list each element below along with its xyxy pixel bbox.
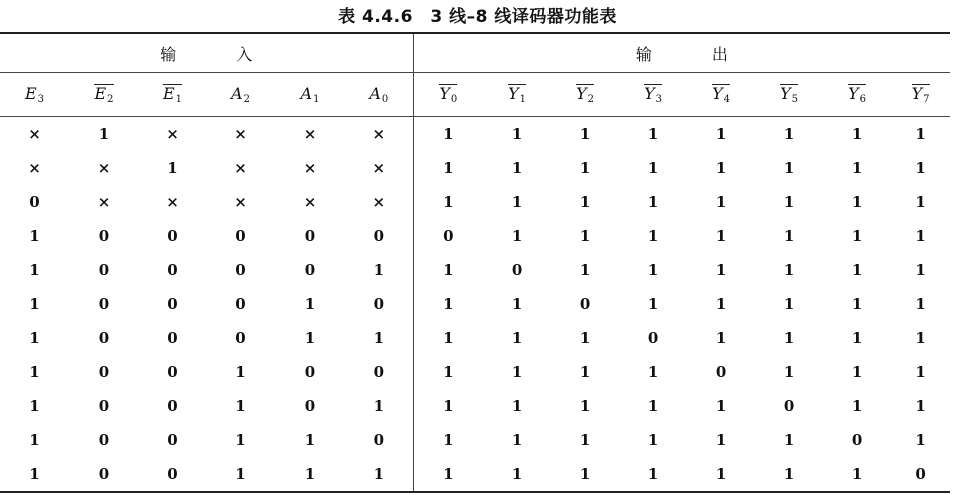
table-cell: 1 <box>579 363 591 381</box>
table-cell: 1 <box>443 363 454 381</box>
signal-subscript: 3 <box>37 94 45 105</box>
table-cell: 1 <box>783 295 795 313</box>
table-cell: 1 <box>304 295 316 313</box>
table-cell: 0 <box>345 219 413 253</box>
table-cell: × <box>303 193 317 211</box>
table-cell: 1 <box>235 397 246 415</box>
table-cell: 1 <box>915 363 926 381</box>
table-cell: 1 <box>443 329 454 347</box>
table-cell: 1 <box>715 431 727 449</box>
table-cell: 1 <box>915 193 926 211</box>
table-cell: 0 <box>345 355 413 389</box>
table-cell: 1 <box>715 125 727 143</box>
table-cell: 1 <box>715 295 727 313</box>
table-cell: 1 <box>413 457 483 492</box>
signal-subscript: 0 <box>381 94 389 105</box>
table-cell: 0 <box>235 329 246 347</box>
table-cell: 1 <box>29 431 40 449</box>
table-cell: 1 <box>29 363 40 381</box>
table-row <box>0 321 950 355</box>
signal-letter: Y <box>508 84 519 103</box>
table-cell: 1 <box>647 261 659 279</box>
table-cell: 0 <box>167 397 178 415</box>
signal-header-e1 <box>139 73 206 117</box>
table-cell: 1 <box>647 227 659 245</box>
table-cell: 1 <box>851 227 863 245</box>
table-row <box>0 253 950 287</box>
table-cell: × <box>345 151 413 185</box>
table-cell: 1 <box>783 329 795 347</box>
table-cell: 1 <box>511 125 523 143</box>
table-cell: 1 <box>0 457 69 492</box>
signal-letter: Y <box>848 84 859 103</box>
table-cell: 1 <box>783 261 795 279</box>
table-cell: 1 <box>915 159 926 177</box>
signal-subscript: 4 <box>723 94 731 105</box>
table-cell: × <box>345 117 413 152</box>
table-cell: 0 <box>235 227 246 245</box>
table-cell: 0 <box>579 295 591 313</box>
table-cell: 1 <box>345 457 413 492</box>
table-cell: 1 <box>29 227 40 245</box>
table-cell: × <box>97 159 111 177</box>
table-cell: 0 <box>345 423 413 457</box>
table-cell: 1 <box>443 295 454 313</box>
table-row <box>0 287 950 321</box>
table-cell: 1 <box>511 431 523 449</box>
signal-letter: Y <box>712 84 723 103</box>
table-cell: 0 <box>69 457 139 492</box>
signal-header-y0 <box>413 73 483 117</box>
table-cell: 1 <box>647 295 659 313</box>
table-cell: × <box>234 125 247 143</box>
signal-subscript: 2 <box>587 94 595 105</box>
table-cell: 1 <box>304 431 316 449</box>
signal-header-y7 <box>891 73 950 117</box>
table-cell: 1 <box>511 397 523 415</box>
table-cell: × <box>166 125 179 143</box>
table-cell: 0 <box>304 227 316 245</box>
table-cell: 0 <box>98 261 110 279</box>
table-cell: 0 <box>167 329 178 347</box>
table-cell: 1 <box>915 227 926 245</box>
table-cell: × <box>303 159 317 177</box>
signal-subscript: 7 <box>923 94 930 105</box>
decoder-truth-table <box>0 32 950 493</box>
table-cell: 0 <box>304 397 316 415</box>
table-cell: 1 <box>579 227 591 245</box>
table-cell: 1 <box>206 457 275 492</box>
table-cell: 1 <box>511 363 523 381</box>
signal-letter: A <box>369 84 381 103</box>
signal-subscript: 0 <box>450 94 458 105</box>
table-caption: 表 4.4.6 3 线–8 线译码器功能表 <box>338 7 617 27</box>
table-cell: 0 <box>29 193 40 211</box>
table-cell: 1 <box>579 125 591 143</box>
signal-subscript: 3 <box>655 94 663 105</box>
table-cell: 1 <box>647 431 659 449</box>
signal-header-y5 <box>755 73 823 117</box>
table-row <box>0 355 950 389</box>
table-cell: 1 <box>915 295 926 313</box>
output-group-header: 输出 <box>413 33 950 73</box>
table-cell: 1 <box>579 159 591 177</box>
table-cell: 0 <box>98 431 110 449</box>
table-cell: 1 <box>167 159 178 177</box>
signal-header-row <box>0 73 950 117</box>
table-cell: 1 <box>443 159 454 177</box>
table-cell: 1 <box>235 363 246 381</box>
table-cell: 1 <box>647 397 659 415</box>
table-cell: 0 <box>167 295 178 313</box>
table-cell: 1 <box>235 431 246 449</box>
table-cell: 1 <box>915 431 926 449</box>
table-cell: × <box>28 159 41 177</box>
table-cell: 1 <box>647 125 659 143</box>
table-row <box>0 185 950 219</box>
table-cell: 1 <box>715 329 727 347</box>
table-row <box>0 389 950 423</box>
table-cell: 0 <box>139 457 206 492</box>
table-cell: 1 <box>579 193 591 211</box>
table-cell: 1 <box>483 457 551 492</box>
table-cell: 1 <box>579 431 591 449</box>
table-row <box>0 423 950 457</box>
signal-subscript: 2 <box>243 94 250 105</box>
table-cell: 1 <box>98 125 110 143</box>
table-cell: 0 <box>167 227 178 245</box>
table-cell: 0 <box>647 329 659 347</box>
signal-letter: E <box>94 84 107 103</box>
signal-header-y6 <box>823 73 891 117</box>
signal-letter: A <box>300 84 313 103</box>
table-cell: 0 <box>235 295 246 313</box>
table-cell: 1 <box>851 159 863 177</box>
table-cell: 1 <box>647 363 659 381</box>
signal-letter: Y <box>644 84 655 103</box>
table-cell: 0 <box>443 227 454 245</box>
table-cell: 1 <box>443 125 454 143</box>
table-cell: 1 <box>687 457 755 492</box>
table-cell: 0 <box>851 431 863 449</box>
signal-letter: Y <box>576 84 587 103</box>
table-cell: 1 <box>619 457 687 492</box>
table-cell: 1 <box>915 397 926 415</box>
table-cell: 0 <box>715 363 727 381</box>
table-cell: 0 <box>235 261 246 279</box>
table-cell: 1 <box>915 329 926 347</box>
table-cell: 1 <box>443 431 454 449</box>
table-cell: × <box>345 185 413 219</box>
table-cell: 1 <box>29 329 40 347</box>
signal-header-a0 <box>345 73 413 117</box>
table-cell: 1 <box>783 159 795 177</box>
signal-subscript: 1 <box>519 94 527 105</box>
signal-header-e3 <box>0 73 69 117</box>
table-cell: 1 <box>443 193 454 211</box>
table-cell: 1 <box>715 159 727 177</box>
signal-header-a2 <box>206 73 275 117</box>
table-cell: 0 <box>167 261 178 279</box>
table-row <box>0 117 950 152</box>
table-cell: 1 <box>783 431 795 449</box>
table-cell: × <box>97 193 111 211</box>
table-cell: 1 <box>715 261 727 279</box>
table-cell: 0 <box>167 431 178 449</box>
table-cell: 0 <box>783 397 795 415</box>
table-cell: 0 <box>98 363 110 381</box>
table-cell: 1 <box>783 227 795 245</box>
signal-letter: Y <box>439 84 450 103</box>
table-cell: 1 <box>511 193 523 211</box>
signal-letter: Y <box>780 84 791 103</box>
table-cell: 0 <box>167 363 178 381</box>
signal-header-y1 <box>483 73 551 117</box>
table-cell: 0 <box>304 363 316 381</box>
table-cell: 1 <box>511 295 523 313</box>
table-cell: 1 <box>783 125 795 143</box>
table-cell: 1 <box>579 397 591 415</box>
table-cell: 1 <box>29 261 40 279</box>
table-cell: 1 <box>304 329 316 347</box>
group-header-row <box>0 33 950 73</box>
table-cell: × <box>28 125 41 143</box>
table-cell: 1 <box>851 397 863 415</box>
signal-letter: E <box>24 84 37 103</box>
table-row <box>0 219 950 253</box>
signal-letter: A <box>231 84 243 103</box>
table-cell: × <box>234 159 247 177</box>
table-cell: 0 <box>891 457 950 492</box>
table-cell: 1 <box>915 261 926 279</box>
table-cell: 1 <box>851 329 863 347</box>
signal-header-e2 <box>69 73 139 117</box>
table-cell: × <box>234 193 247 211</box>
table-cell: 1 <box>345 389 413 423</box>
table-cell: 1 <box>851 125 863 143</box>
table-cell: 1 <box>345 253 413 287</box>
table-cell: 1 <box>511 329 523 347</box>
truth-table-body <box>0 117 950 493</box>
table-cell: 0 <box>304 261 316 279</box>
table-cell: 0 <box>98 295 110 313</box>
table-cell: 0 <box>98 397 110 415</box>
table-cell: 1 <box>579 329 591 347</box>
signal-header-a1 <box>275 73 345 117</box>
table-cell: 1 <box>715 227 727 245</box>
table-cell: 1 <box>647 159 659 177</box>
table-cell: 1 <box>275 457 345 492</box>
signal-subscript: 1 <box>313 94 320 105</box>
table-cell: 1 <box>851 193 863 211</box>
table-cell: 1 <box>755 457 823 492</box>
table-cell: 1 <box>443 397 454 415</box>
table-cell: 1 <box>715 193 727 211</box>
table-cell: 1 <box>511 159 523 177</box>
table-cell: 0 <box>98 227 110 245</box>
table-cell: 0 <box>511 261 523 279</box>
table-cell: 0 <box>345 287 413 321</box>
table-row <box>0 457 950 492</box>
table-cell: 1 <box>579 261 591 279</box>
table-cell: 1 <box>915 125 926 143</box>
signal-subscript: 5 <box>791 94 799 105</box>
signal-subscript: 2 <box>107 94 114 105</box>
signal-header-y3 <box>619 73 687 117</box>
table-cell: 1 <box>851 295 863 313</box>
signal-letter: Y <box>911 84 923 103</box>
table-cell: × <box>166 193 179 211</box>
table-cell: 1 <box>823 457 891 492</box>
table-cell: 1 <box>511 227 523 245</box>
table-cell: 1 <box>783 193 795 211</box>
table-cell: 0 <box>98 329 110 347</box>
table-cell: 1 <box>715 397 727 415</box>
table-cell: 1 <box>551 457 619 492</box>
signal-subscript: 1 <box>175 94 183 105</box>
signal-header-y2 <box>551 73 619 117</box>
table-cell: 1 <box>647 193 659 211</box>
table-cell: 1 <box>783 363 795 381</box>
table-cell: × <box>303 125 317 143</box>
signal-letter: E <box>162 84 175 103</box>
input-group-header: 输入 <box>0 33 413 73</box>
table-cell: 1 <box>29 397 40 415</box>
signal-header-y4 <box>687 73 755 117</box>
table-cell: 1 <box>851 261 863 279</box>
signal-subscript: 6 <box>859 94 867 105</box>
table-cell: 1 <box>345 321 413 355</box>
table-cell: 1 <box>443 261 454 279</box>
table-cell: 1 <box>851 363 863 381</box>
table-row <box>0 151 950 185</box>
table-cell: 1 <box>29 295 40 313</box>
